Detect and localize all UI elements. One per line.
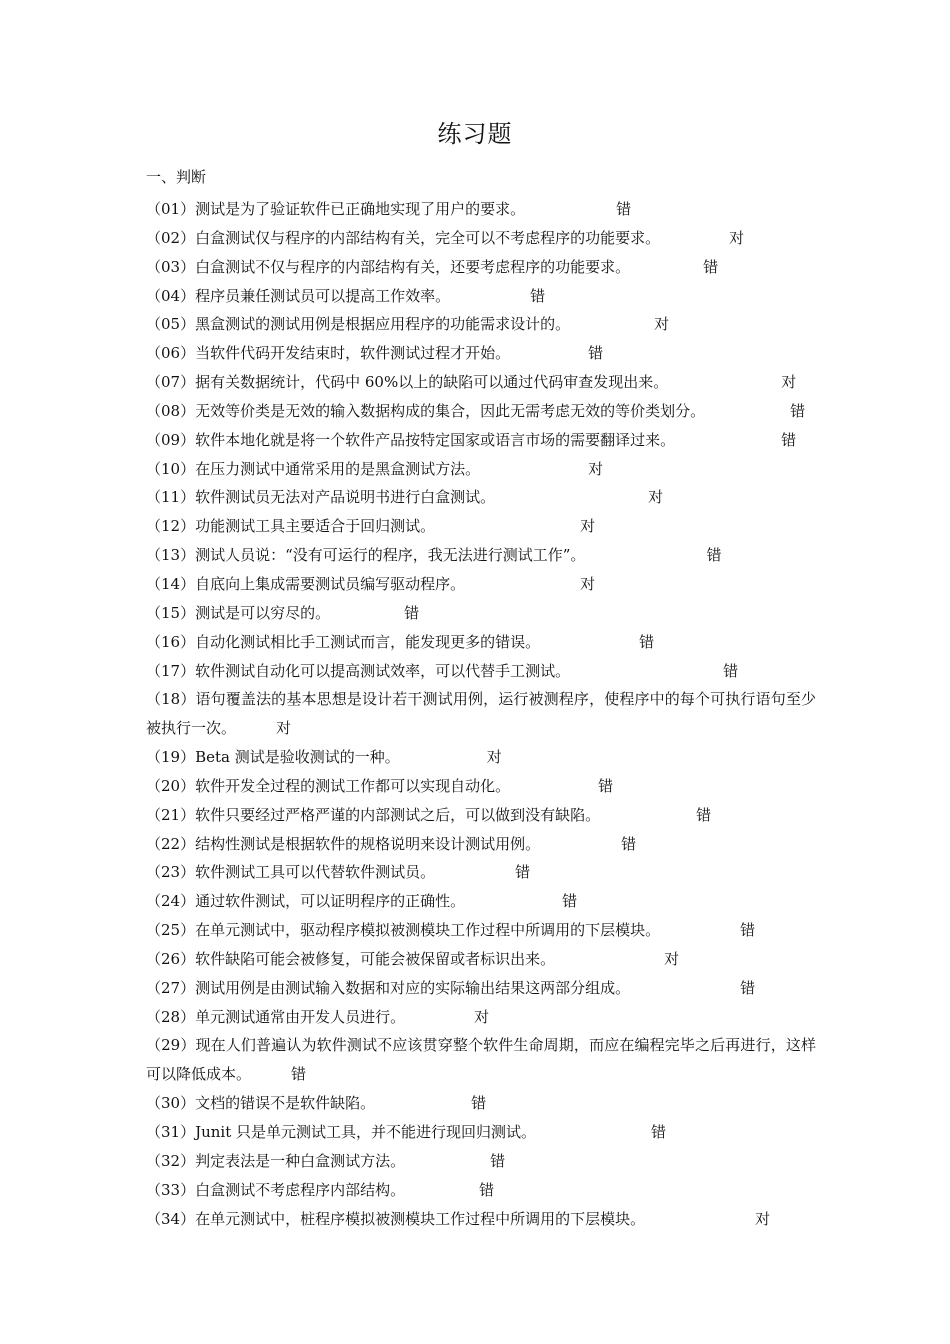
answer-mark: 错 (490, 1151, 506, 1170)
answer-mark: 错 (588, 344, 604, 363)
question-number: （21） (146, 805, 196, 824)
question-item (146, 1003, 816, 1032)
answer-mark: 错 (515, 863, 531, 882)
question-number: （23） (146, 863, 196, 882)
question-number: （28） (146, 1007, 196, 1026)
question-number: （06） (146, 344, 196, 363)
answer-mark: 错 (471, 1094, 487, 1113)
answer-mark: 错 (479, 1180, 495, 1199)
answer-mark: 对 (486, 748, 502, 767)
answer-mark: 对 (729, 228, 745, 247)
question-text: Junit 只是单元测试工具，并不能进行现回归测试。 (195, 1123, 537, 1141)
question-number: （14） (146, 574, 196, 593)
question-number: （19） (146, 748, 196, 767)
question-number: （18） (146, 690, 196, 709)
question-text: 在压力测试中通常采用的是黑盒测试方法。 (195, 459, 481, 478)
question-number: （17） (146, 661, 196, 680)
question-text: 判定表法是一种白盒测试方法。 (195, 1151, 406, 1170)
answer-mark: 对 (580, 574, 596, 593)
answer-mark: 对 (588, 459, 604, 478)
question-text: 白盒测试仅与程序的内部结构有关，完全可以不考虑程序的功能要求。 (195, 228, 661, 247)
question-item (146, 1031, 816, 1089)
question-item (146, 945, 816, 974)
question-item (146, 570, 816, 599)
question-text: 在单元测试中，驱动程序模拟被测模块工作过程中所调用的下层模块。 (195, 921, 661, 940)
answer-mark: 错 (621, 834, 637, 853)
question-text: 软件测试自动化可以提高测试效率，可以代替手工测试。 (195, 661, 571, 680)
question-number: （25） (146, 921, 196, 940)
question-text: 据有关数据统计，代码中 60%以上的缺陷可以通过代码审查发现出来。 (195, 373, 669, 392)
answer-mark: 错 (616, 200, 632, 218)
answer-mark: 错 (530, 286, 546, 305)
question-number: （29） (146, 1036, 196, 1055)
question-item (146, 339, 816, 368)
answer-mark: 对 (654, 315, 670, 334)
answer-mark: 错 (790, 401, 806, 420)
question-item (146, 743, 816, 772)
question-text: 结构性测试是根据软件的规格说明来设计测试用例。 (195, 834, 541, 853)
question-item (146, 1089, 816, 1118)
question-item (146, 1118, 816, 1147)
question-item (146, 282, 816, 311)
question-number: （30） (146, 1094, 196, 1113)
question-number: （13） (146, 546, 196, 565)
question-number: （16） (146, 632, 196, 651)
answer-mark: 错 (291, 1065, 307, 1084)
question-text: 无效等价类是无效的输入数据构成的集合，因此无需考虑无效的等价类划分。 (195, 401, 706, 420)
question-text: 测试用例是由测试输入数据和对应的实际输出结果这两部分组成。 (195, 978, 631, 997)
question-text: 当软件代码开发结束时，软件测试过程才开始。 (195, 344, 511, 363)
question-text: 白盒测试不仅与程序的内部结构有关，还要考虑程序的功能要求。 (195, 257, 631, 276)
question-number: （02） (146, 228, 196, 247)
answer-mark: 错 (651, 1123, 667, 1141)
question-item (146, 541, 816, 570)
question-number: （11） (146, 488, 196, 507)
answer-mark: 错 (562, 892, 578, 911)
question-number: （07） (146, 373, 196, 392)
question-text: 软件只要经过严格严谨的内部测试之后，可以做到没有缺陷。 (195, 805, 601, 824)
question-item (146, 657, 816, 686)
question-text: 白盒测试不考虑程序内部结构。 (195, 1180, 406, 1199)
question-number: （01） (146, 200, 196, 218)
question-number: （05） (146, 315, 196, 334)
section-heading: 一、判断 (146, 168, 207, 186)
answer-mark: 对 (276, 719, 292, 738)
question-list (146, 195, 816, 1233)
answer-mark: 错 (404, 603, 420, 622)
question-item (146, 685, 816, 743)
question-text: 单元测试通常由开发人员进行。 (195, 1007, 406, 1026)
question-item (146, 512, 816, 541)
question-text: 测试人员说：“没有可运行的程序，我无法进行测试工作”。 (195, 546, 586, 565)
question-text: 软件测试工具可以代替软件测试员。 (195, 863, 436, 882)
question-item (146, 830, 816, 859)
question-number: （12） (146, 517, 196, 536)
question-text: 软件本地化就是将一个软件产品按特定国家或语言市场的需要翻译过来。 (195, 430, 676, 449)
question-text: 软件缺陷可能会被修复，可能会被保留或者标识出来。 (195, 949, 556, 968)
question-number: （24） (146, 892, 196, 911)
question-number: （04） (146, 286, 196, 305)
question-number: （15） (146, 603, 196, 622)
question-text: 功能测试工具主要适合于回归测试。 (195, 517, 436, 536)
question-text: 文档的错误不是软件缺陷。 (195, 1094, 376, 1113)
question-text: 现在人们普遍认为软件测试不应该贯穿整个软件生命周期，而应在编程完毕之后再进行，这样可以降低成本。 (146, 1036, 816, 1084)
question-item (146, 426, 816, 455)
question-number: （31） (146, 1123, 196, 1141)
question-item (146, 368, 816, 397)
answer-mark: 错 (696, 805, 712, 824)
page-title: 练习题 (437, 120, 513, 148)
question-item (146, 483, 816, 512)
question-item (146, 224, 816, 253)
question-text: 软件开发全过程的测试工作都可以实现自动化。 (195, 776, 511, 795)
answer-mark: 错 (598, 776, 614, 795)
question-item (146, 1205, 816, 1234)
question-number: （08） (146, 401, 196, 420)
question-text: 测试是可以穷尽的。 (195, 603, 331, 622)
answer-mark: 对 (648, 488, 664, 507)
question-item (146, 858, 816, 887)
question-item (146, 772, 816, 801)
question-item (146, 916, 816, 945)
question-number: （20） (146, 776, 196, 795)
question-number: （22） (146, 834, 196, 853)
question-number: （03） (146, 257, 196, 276)
question-text: 在单元测试中，桩程序模拟被测模块工作过程中所调用的下层模块。 (195, 1209, 646, 1228)
answer-mark: 错 (740, 978, 756, 997)
answer-mark: 错 (706, 546, 722, 565)
question-number: （32） (146, 1151, 196, 1170)
question-number: （27） (146, 978, 196, 997)
question-text: 程序员兼任测试员可以提高工作效率。 (195, 286, 451, 305)
question-text: 自动化测试相比手工测试而言，能发现更多的错误。 (195, 632, 541, 651)
question-item (146, 599, 816, 628)
answer-mark: 对 (755, 1209, 771, 1228)
question-item (146, 1176, 816, 1205)
question-item (146, 455, 816, 484)
answer-mark: 错 (703, 257, 719, 276)
question-number: （33） (146, 1180, 196, 1199)
answer-mark: 错 (781, 430, 797, 449)
answer-mark: 对 (474, 1007, 490, 1026)
answer-mark: 错 (723, 661, 739, 680)
question-text: 语句覆盖法的基本思想是设计若干测试用例，运行被测程序，使程序中的每个可执行语句至少被执行一次。 (146, 690, 816, 738)
answer-mark: 对 (664, 949, 680, 968)
answer-mark: 错 (639, 632, 655, 651)
question-item (146, 801, 816, 830)
question-item (146, 887, 816, 916)
answer-mark: 对 (781, 373, 797, 392)
question-item (146, 1147, 816, 1176)
question-text: 测试是为了验证软件已正确地实现了用户的要求。 (195, 200, 526, 218)
question-text: 通过软件测试，可以证明程序的正确性。 (195, 892, 466, 911)
question-text: 黑盒测试的测试用例是根据应用程序的功能需求设计的。 (195, 315, 571, 334)
question-number: （34） (146, 1209, 196, 1228)
question-item (146, 628, 816, 657)
question-item (146, 397, 816, 426)
question-text: 自底向上集成需要测试员编写驱动程序。 (195, 574, 466, 593)
question-number: （26） (146, 949, 196, 968)
question-item (146, 195, 816, 224)
question-text: 软件测试员无法对产品说明书进行白盒测试。 (195, 488, 496, 507)
question-item (146, 310, 816, 339)
answer-mark: 错 (740, 921, 756, 940)
question-number: （09） (146, 430, 196, 449)
answer-mark: 对 (580, 517, 596, 536)
question-item (146, 253, 816, 282)
question-item (146, 974, 816, 1003)
question-text: Beta 测试是验收测试的一种。 (195, 748, 400, 767)
question-number: （10） (146, 459, 196, 478)
